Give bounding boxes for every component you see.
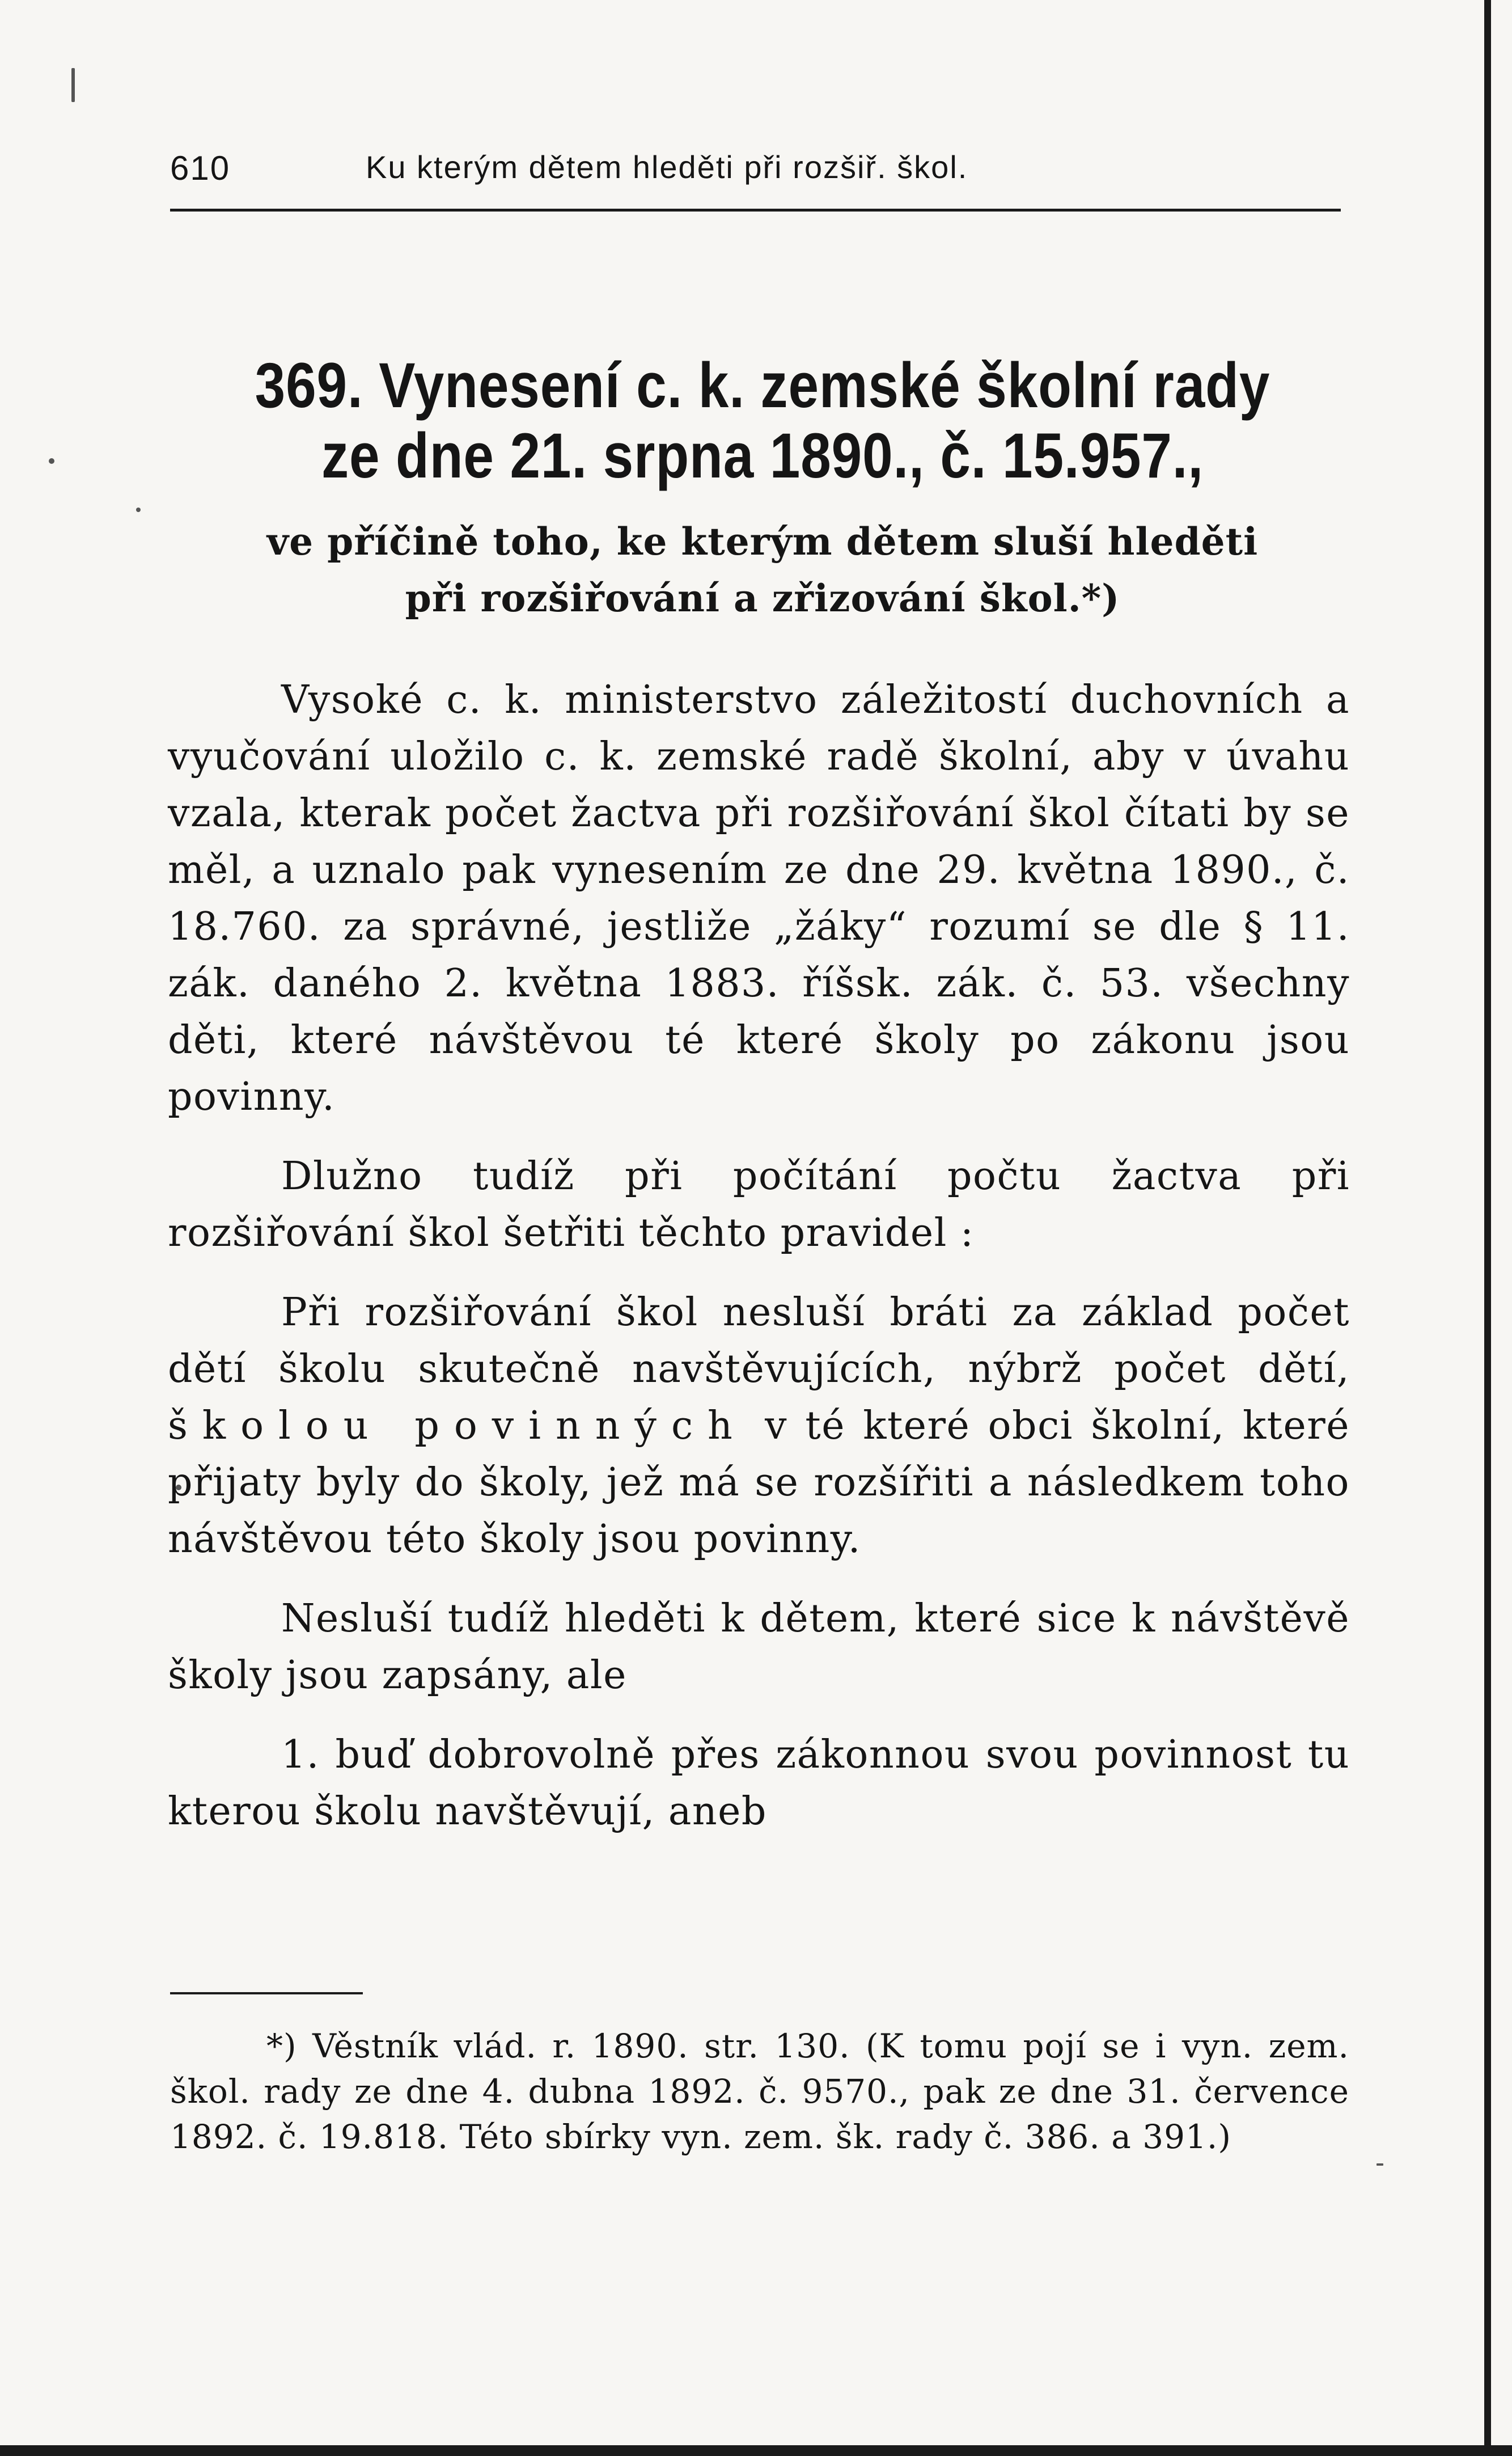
running-head: Ku kterým dětem hleděti při rozšiř. škol.: [366, 149, 968, 185]
page-number: 610: [170, 149, 231, 187]
scan-speck: [71, 68, 75, 102]
footnote-rule: [170, 1992, 363, 1994]
scan-speck: [49, 458, 54, 464]
paragraph-1: Vysoké c. k. ministerstvo záležitostí duchovních a vyučování uložilo c. k. zemské radě školní, aby v úvahu vzala, kterak počet žactva při rozšiřování škol čítati by se měl, a uznalo pak vynesením ze dne 29. května 1890., č. 18.760. za správné, jestliže „žáky“ rozumí se dle § 11. zák. daného 2. května 1883. říšsk. zák. č. 53. všechny děti, které návštěvou té které školy po zákonu jsou povinny.: [168, 678, 1350, 1119]
footnote: [170, 2023, 1349, 2159]
page-bottom-edge: [0, 2445, 1512, 2456]
paragraph-3-end: v té které obci školní, které přijaty byly do školy, jež má se rozšířiti a následkem toho návštěvou této školy jsou povinny.: [168, 1404, 1350, 1562]
scan-speck: [136, 508, 141, 512]
body-text: [168, 672, 1350, 1840]
paragraph-4: Nesluší tudíž hleděti k dětem, které sice k návštěvě školy jsou zapsány, ale: [168, 1596, 1350, 1698]
header-rule: [170, 209, 1341, 212]
emphasized-spaced-text: školou povinných: [168, 1404, 747, 1448]
title-line-1: 369. Vynesení c. k. zemské školní rady: [255, 350, 1270, 421]
section-title: [243, 350, 1282, 491]
paragraph-3-start: Při rozšiřování škol nesluší bráti za základ počet dětí školu skutečně navštěvujících, nýbrž počet dětí,: [168, 1290, 1350, 1392]
subtitle-line-2: při rozšiřování a zřizování škol.*): [405, 576, 1120, 620]
paragraph-2: Dlužno tudíž při počítání počtu žactva při rozšiřování škol šetřiti těchto pravidel :: [168, 1154, 1350, 1256]
subtitle-line-1: ve příčině toho, ke kterým dětem sluší hleděti: [266, 519, 1259, 564]
page-edge-shadow: [1484, 0, 1491, 2456]
paragraph-5: 1. buď dobrovolně přes zákonnou svou povinnost tu kterou školu navštěvují, aneb: [168, 1732, 1350, 1834]
paragraph-3: [168, 1284, 1350, 1568]
title-line-2: ze dne 21. srpna 1890., č. 15.957.,: [321, 420, 1204, 491]
section-subtitle: [159, 513, 1366, 627]
scan-speck: [1377, 2163, 1383, 2166]
footnote-text: *) Věstník vlád. r. 1890. str. 130. (K tomu pojí se i vyn. zem. škol. rady ze dne 4. dubna 1892. č. 9570., pak ze dne 31. července 1892. č. 19.818. Této sbírky vyn. zem. šk. rady č. 386. a 391.): [170, 2027, 1349, 2156]
page-header: [170, 149, 1341, 200]
